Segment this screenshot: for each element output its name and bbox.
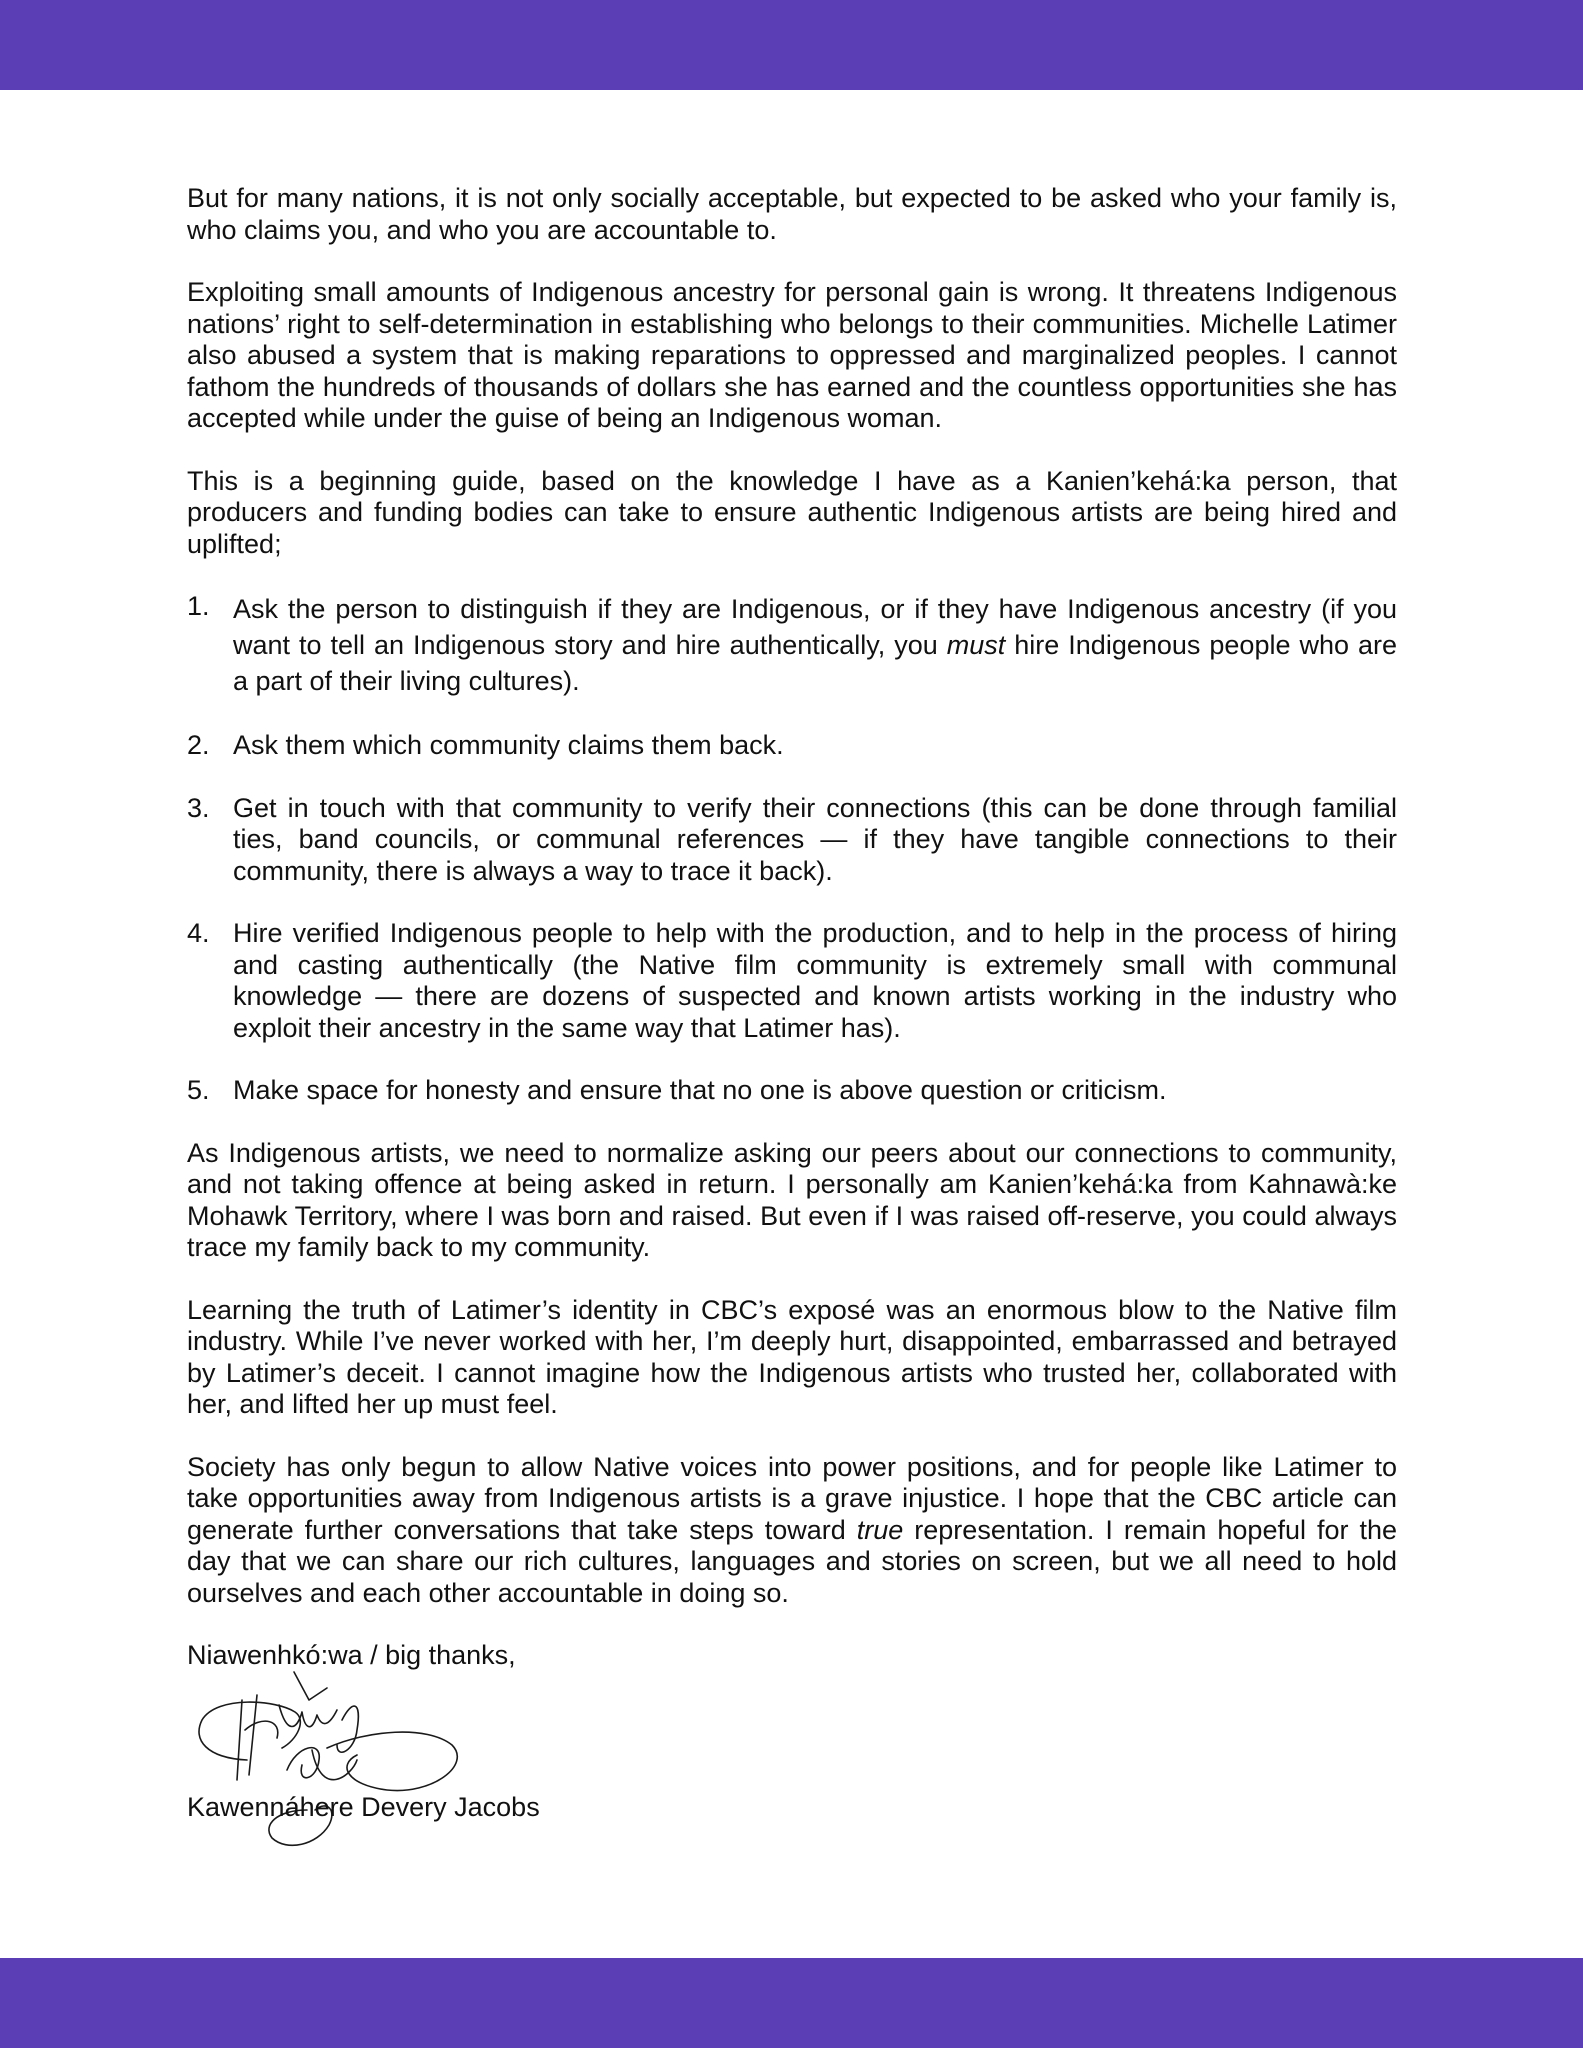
guide-steps-list	[187, 591, 1397, 1107]
step-number: 3.	[187, 792, 210, 823]
paragraph-cbc-expose: Learning the truth of Latimer’s identity in CBC’s exposé was an enormous blow to the Native film industry. While I’ve never worked with her, I’m deeply hurt, disappointed, embarrassed and betrayed by Latimer’s deceit. I cannot imagine how the Indigenous artists who trusted her, collaborated with her, and lifted her up must feel.	[187, 1294, 1397, 1419]
step-emphasis: must	[946, 630, 1006, 660]
paragraph-exploiting-ancestry: Exploiting small amounts of Indigenous ancestry for personal gain is wrong. It threatens Indigenous nations’ right to self-determination in establishing who belongs to their communities. Michelle Latimer also abused a system that is making reparations to oppressed and marginalized peoples. I cannot fathom the hundreds of thousands of dollars she has earned and the countless opportunities she has accepted while under the guise of being an Indigenous woman.	[187, 277, 1397, 433]
paragraph-emphasis: true	[856, 1514, 904, 1545]
step-text: Hire verified Indigenous people to help with the production, and to help in the process of hiring and casting authentically (the Native film community is extremely small with communal knowledge — there are dozens of suspected and known artists working in the industry who exploit their ancestry in the same way that Latimer has).	[233, 918, 1397, 1043]
step-text: Ask them which community claims them back.	[233, 730, 784, 760]
top-color-band	[0, 0, 1583, 90]
paragraph-power-positions: Society has only begun to allow Native voices into power positions, and for people like Latimer to take opportunities away from Indigenous artists is a grave injustice. I hope that the CBC article can generate further conversations that take steps toward true representation. I remain hopeful for the day that we can share our rich cultures, languages and stories on screen, but we all need to hold ourselves and each other accountable in doing so.	[187, 1451, 1397, 1608]
step-number: 5.	[187, 1075, 210, 1105]
guide-step	[187, 793, 1397, 888]
paragraph-normalize-asking: As Indigenous artists, we need to normalize asking our peers about our connections to community, and not taking offence at being asked in return. I personally am Kanien’kehá:ka from Kahnawà:ke Mohawk Territory, where I was born and raised. But even if I was raised off-reserve, you could always trace my family back to my community.	[187, 1137, 1397, 1262]
step-number: 2.	[187, 730, 210, 760]
paragraph-family-claims: But for many nations, it is not only socially acceptable, but expected to be asked who your family is, who claims you, and who you are accountable to.	[187, 183, 1397, 245]
step-text: Make space for honesty and ensure that no one is above question or criticism.	[233, 1075, 1167, 1105]
closing-salutation: Niawenhkó:wa / big thanks,	[187, 1640, 516, 1670]
guide-step	[187, 591, 1397, 699]
guide-step	[187, 1075, 1397, 1107]
guide-step	[187, 730, 1397, 762]
step-number: 4.	[187, 918, 210, 948]
signer-name: Kawennáhere Devery Jacobs	[187, 1791, 540, 1822]
step-text: Get in touch with that community to verify their connections (this can be done through familial ties, band councils, or communal references — if they have tangible connections to their community, there is always a way to trace it back).	[233, 792, 1397, 886]
guide-step	[187, 918, 1397, 1044]
paragraph-beginning-guide: This is a beginning guide, based on the knowledge I have as a Kanien’kehá:ka person, that producers and funding bodies can take to ensure authentic Indigenous artists are being hired and uplifted;	[187, 465, 1397, 559]
letter-body	[187, 183, 1397, 1827]
step-number: 1.	[187, 591, 210, 621]
step-text: Ask the person to distinguish if they are Indigenous, or if they have Indigenous ancestry (if you want to tell an Indigenous story and hire authentically, you must hire Indigenous people who are a part of their living cultures).	[233, 594, 1397, 696]
signature-block	[187, 1672, 1397, 1827]
bottom-color-band	[0, 1958, 1583, 2048]
